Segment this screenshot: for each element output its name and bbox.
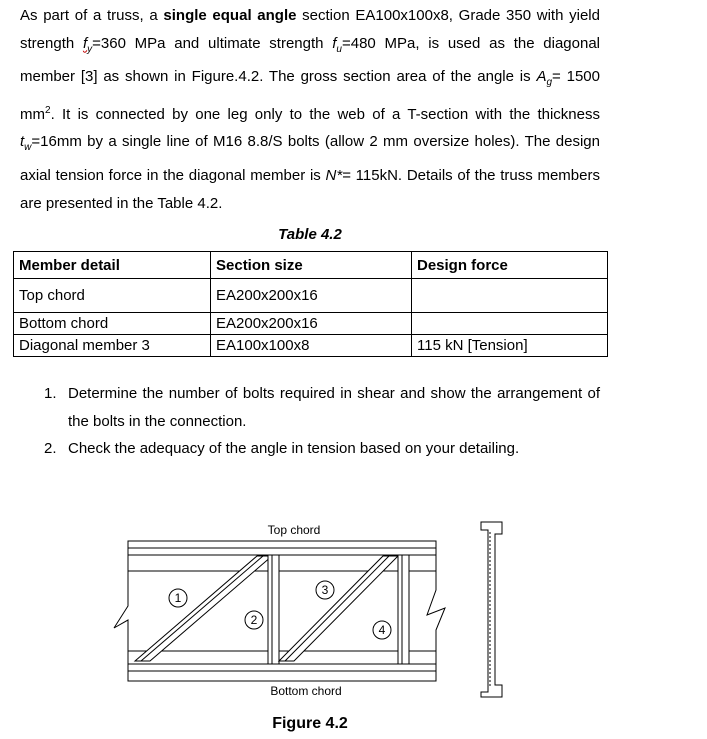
header-section-size: Section size xyxy=(211,252,412,279)
fy-symbol: f xyxy=(82,34,88,52)
table-header-row xyxy=(14,252,608,279)
emphasis-single-equal-angle: single equal angle xyxy=(163,7,297,24)
diagonal-member-1 xyxy=(135,556,272,661)
header-design-force: Design force xyxy=(412,252,608,279)
cell-member: Top chord xyxy=(14,279,211,313)
cell-section: EA200x200x16 xyxy=(211,279,412,313)
cell-member: Bottom chord xyxy=(14,313,211,335)
cell-section: EA200x200x16 xyxy=(211,313,412,335)
top-chord-label: Top chord xyxy=(267,523,321,537)
cell-force xyxy=(412,279,608,313)
list-item: 1. Determine the number of bolts required in shear and show the arrangement of the bolts in the connection. xyxy=(44,385,600,430)
fu-symbol: f xyxy=(332,34,337,52)
ag-symbol: A xyxy=(536,68,547,86)
table-row xyxy=(14,335,608,357)
diagonal-member-3 xyxy=(279,556,398,661)
list-item: 2. Check the adequacy of the angle in tension based on your detailing. xyxy=(44,440,520,458)
vertical-member-2 xyxy=(268,555,279,664)
figure-caption: Figure 4.2 xyxy=(272,715,348,732)
task-list xyxy=(44,380,600,463)
table-row xyxy=(14,279,608,313)
member-table xyxy=(13,251,608,357)
tw-symbol: t xyxy=(20,133,25,151)
cell-section: EA100x100x8 xyxy=(211,335,412,357)
vertical-member-4 xyxy=(398,555,409,664)
bottom-chord-label: Bottom chord xyxy=(270,684,342,698)
cell-force xyxy=(412,313,608,335)
marker-label-3: 3 xyxy=(321,583,329,597)
truss-figure xyxy=(0,510,707,715)
marker-label-2: 2 xyxy=(250,613,258,627)
break-line-left xyxy=(114,571,128,651)
break-line-right xyxy=(427,571,445,651)
n-star-symbol: N* xyxy=(325,166,343,184)
cell-force: 115 kN [Tension] xyxy=(412,335,608,357)
marker-label-1: 1 xyxy=(174,591,182,605)
table-row xyxy=(14,313,608,335)
header-member-detail: Member detail xyxy=(14,252,211,279)
t-section-end-view xyxy=(481,522,502,697)
marker-label-4: 4 xyxy=(378,623,386,637)
cell-member: Diagonal member 3 xyxy=(14,335,211,357)
bottom-chord xyxy=(128,651,436,681)
problem-statement: As part of a truss, a single equal angle section EA100x100x8, Grade 350 with yield strength $f_y=360$ MPa and ultimate strength $f_u=480$ MPa, is used as the diagonal member [3] as shown in Figure.4.2. The gross section area of the angle is $A_g= 1500$ $mm^2$. It is connected by one leg only to the web of a T-section with the thickness $t_w=16mm$ by a single line of M16 8.8/S bolts (allow 2 mm oversize holes). The design axial tension force in the diagonal member is N*= 115kN. Details of the truss members are presented in the Table 4.2. xyxy=(20,7,601,212)
table-caption: Table 4.2 xyxy=(278,226,342,243)
